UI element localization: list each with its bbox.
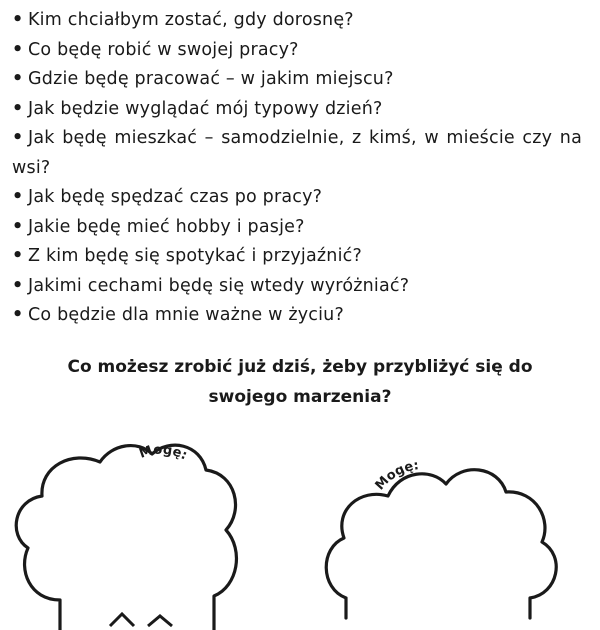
bullet: • — [12, 69, 24, 89]
question-item — [12, 183, 582, 213]
question-text: Jak będę spędzać czas po pracy? — [28, 187, 323, 207]
question-text: Gdzie będę pracować – w jakim miejscu? — [28, 69, 394, 89]
question-item — [12, 65, 582, 95]
question-text: Jakie będę mieć hobby i pasje? — [28, 216, 305, 237]
bullet: • — [12, 187, 24, 207]
cloud-left-decoration — [148, 616, 172, 626]
question-item — [12, 6, 582, 36]
bullet: • — [12, 39, 24, 60]
question-list — [12, 6, 582, 331]
cloud-left-shape — [0, 430, 260, 630]
heading-line-1: Co możesz zrobić już dziś, żeby przybliżyć się do — [67, 357, 533, 377]
cloud-right — [314, 448, 574, 593]
question-text: Kim chciałbym zostać, gdy dorosnę? — [28, 10, 354, 30]
section-heading — [20, 352, 580, 412]
question-text: Z kim będę się spotykać i przyjaźnić? — [28, 246, 362, 266]
question-text: Jakimi cechami będę się wtedy wyróżniać? — [28, 275, 410, 296]
bullet: • — [12, 10, 24, 30]
question-text: Co będzie dla mnie ważne w życiu? — [28, 305, 344, 325]
question-item — [12, 301, 582, 331]
bullet: • — [12, 275, 24, 296]
question-item — [12, 272, 582, 302]
cloud-left-label: Mogę: — [137, 442, 190, 464]
question-text: Jak będę mieszkać – samodzielnie, z kimś, w mieście czy na wsi? — [12, 128, 582, 178]
cloud-left — [0, 430, 260, 593]
question-item — [12, 242, 582, 272]
question-item — [12, 213, 582, 243]
cloud-right-label: Mogę: — [372, 458, 420, 494]
cloud-left-decoration — [110, 614, 134, 626]
heading-line-2: swojego marzenia? — [208, 387, 392, 407]
question-text: Co będę robić w swojej pracy? — [28, 39, 299, 60]
question-item — [12, 124, 582, 183]
question-item — [12, 36, 582, 66]
question-text: Jak będzie wyglądać mój typowy dzień? — [28, 98, 383, 119]
question-item — [12, 95, 582, 125]
bullet: • — [12, 128, 24, 148]
bullet: • — [12, 246, 24, 266]
bullet: • — [12, 98, 24, 119]
bullet: • — [12, 216, 24, 237]
bullet: • — [12, 305, 24, 325]
